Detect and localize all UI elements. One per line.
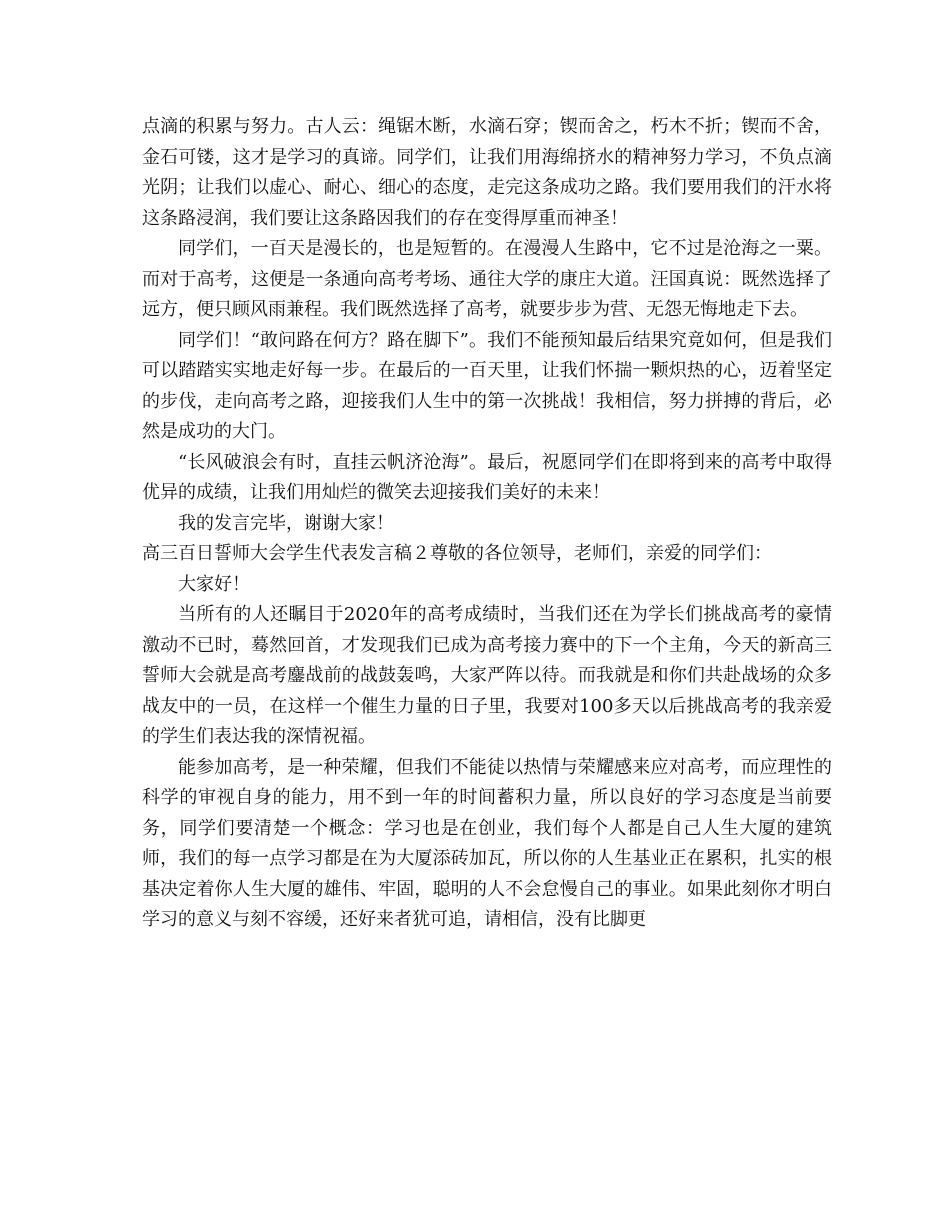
paragraph-5: 当所有的人还瞩目于2020年的高考成绩时，当我们还在为学长们挑战高考的豪情激动不已时，蓦然回首，才发现我们已成为高考接力赛中的下一个主角，今天的新高三誓师大会就是高考鏖战前的战鼓轰鸣，大家严阵以待。而我就是和你们共赴战场的众多战友中的一员，在这样一个催生力量的日子里，我要对100多天以后挑战高考的我亲爱的学生们表达我的深情祝福。 — [142, 604, 832, 747]
paragraph-4: “长风破浪会有时，直挂云帆济沧海”。最后，祝愿同学们在即将到来的高考中取得优异的成绩，让我们用灿烂的微笑去迎接我们美好的未来！ — [142, 451, 832, 503]
closing-line: 我的发言完毕，谢谢大家！ — [178, 512, 394, 534]
paragraph-2: 同学们，一百天是漫长的，也是短暂的。在漫漫人生路中，它不过是沧海之一粟。而对于高考，这便是一条通向高考考场、通往大学的康庄大道。汪国真说：既然选择了远方，便只顾风雨兼程。我们既然选择了高考，就要步步为营、无怨无悔地走下去。 — [142, 238, 832, 320]
document-body — [142, 112, 832, 936]
paragraph-6: 能参加高考，是一种荣耀，但我们不能徒以热情与荣耀感来应对高考，而应理性的科学的审视自身的能力，用不到一年的时间蓄积力量，所以良好的学习态度是当前要务，同学们要清楚一个概念：学习也是在创业，我们每个人都是自己人生大厦的建筑师，我们的每一点学习都是在为大厦添砖加瓦，所以你的人生基业正在累积，扎实的根基决定着你人生大厦的雄伟、牢固，聪明的人不会怠慢自己的事业。如果此刻你才明白学习的意义与刻不容缓，还好来者犹可追，请相信，没有比脚更 — [142, 756, 832, 930]
section-heading: 高三百日誓师大会学生代表发言稿２尊敬的各位领导，老师们，亲爱的同学们： — [142, 543, 772, 564]
greeting: 大家好！ — [178, 573, 250, 595]
paragraph-3: 同学们！“敢问路在何方？路在脚下”。我们不能预知最后结果究竟如何，但是我们可以踏踏实实地走好每一步。在最后的一百天里，让我们怀揣一颗炽热的心，迈着坚定的步伐，走向高考之路，迎接我们人生中的第一次挑战！我相信，努力拼搏的背后，必然是成功的大门。 — [142, 329, 832, 442]
paragraph-1: 点滴的积累与努力。古人云：绳锯木断，水滴石穿；锲而舍之，朽木不折；锲而不舍，金石可镂，这才是学习的真谛。同学们，让我们用海绵挤水的精神努力学习，不负点滴光阴；让我们以虚心、耐心、细心的态度，走完这条成功之路。我们要用我们的汗水将这条路浸润，我们要让这条路因我们的存在变得厚重而神圣！ — [142, 116, 832, 229]
